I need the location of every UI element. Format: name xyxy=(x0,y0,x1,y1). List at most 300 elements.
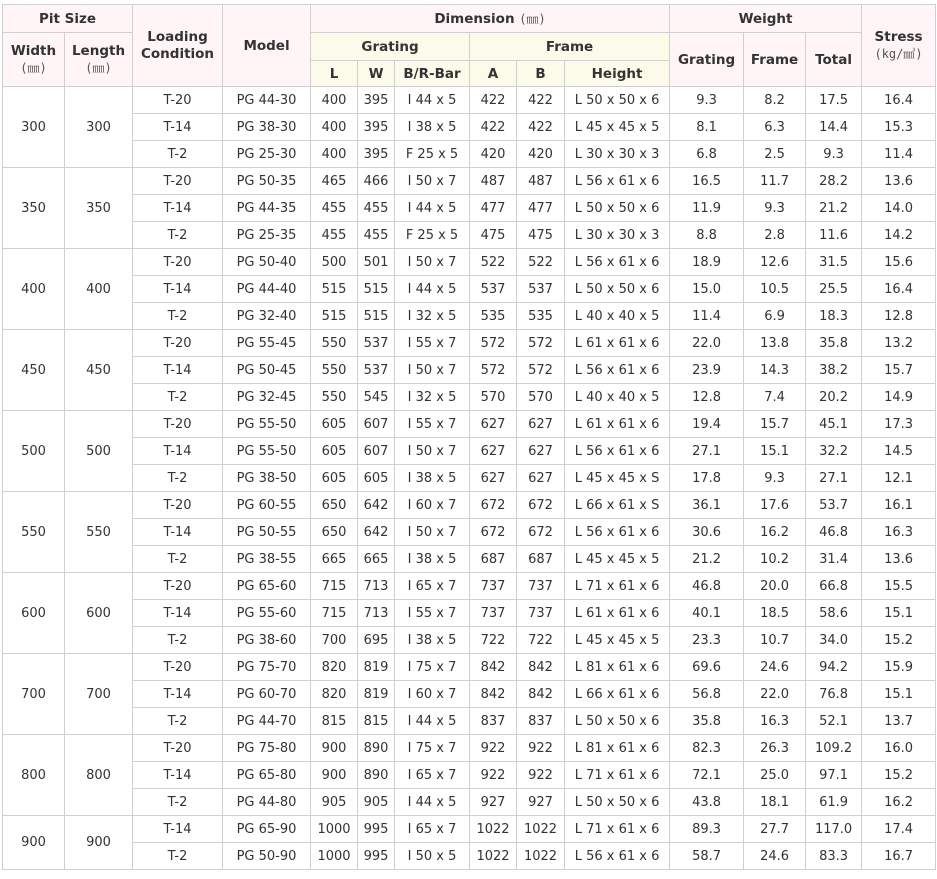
table-row xyxy=(3,600,936,627)
bbar-cell: I 50 x 7 xyxy=(395,519,470,546)
loading-cell: T-14 xyxy=(133,195,223,222)
l-cell: 500 xyxy=(311,249,358,276)
loading-cell: T-14 xyxy=(133,762,223,789)
loading-cell: T-20 xyxy=(133,573,223,600)
table-row xyxy=(3,195,936,222)
weight-frame-cell: 24.6 xyxy=(744,654,806,681)
a-cell: 842 xyxy=(470,654,517,681)
height-cell: L 45 x 45 x 5 xyxy=(565,627,670,654)
l-cell: 1000 xyxy=(311,816,358,843)
w-cell: 515 xyxy=(358,276,395,303)
pit-length-cell: 500 xyxy=(65,411,133,492)
l-header: L xyxy=(311,61,358,87)
weight-frame-cell: 27.7 xyxy=(744,816,806,843)
w-cell: 995 xyxy=(358,816,395,843)
w-cell: 890 xyxy=(358,762,395,789)
loading-cell: T-2 xyxy=(133,303,223,330)
bbar-cell: I 44 x 5 xyxy=(395,708,470,735)
a-cell: 1022 xyxy=(470,816,517,843)
height-cell: L 50 x 50 x 6 xyxy=(565,87,670,114)
weight-total-cell: 45.1 xyxy=(806,411,862,438)
table-row xyxy=(3,87,936,114)
weight-frame-header: Frame xyxy=(744,33,806,87)
model-cell: PG 50-55 xyxy=(223,519,311,546)
b-cell: 737 xyxy=(517,573,565,600)
height-cell: L 56 x 61 x 6 xyxy=(565,168,670,195)
w-cell: 642 xyxy=(358,492,395,519)
bbar-cell: I 65 x 7 xyxy=(395,573,470,600)
stress-cell: 16.4 xyxy=(862,87,936,114)
b-cell: 570 xyxy=(517,384,565,411)
weight-total-cell: 38.2 xyxy=(806,357,862,384)
loading-cell: T-2 xyxy=(133,465,223,492)
table-row xyxy=(3,114,936,141)
weight-total-cell: 61.9 xyxy=(806,789,862,816)
weight-total-cell: 31.5 xyxy=(806,249,862,276)
dimension-label: Dimension xyxy=(434,11,515,27)
weight-grating-cell: 56.8 xyxy=(670,681,744,708)
loading-cell: T-14 xyxy=(133,519,223,546)
model-cell: PG 65-60 xyxy=(223,573,311,600)
w-cell: 607 xyxy=(358,411,395,438)
w-cell: 605 xyxy=(358,465,395,492)
bbar-cell: I 38 x 5 xyxy=(395,627,470,654)
grating-header: Grating xyxy=(311,33,470,61)
weight-grating-cell: 82.3 xyxy=(670,735,744,762)
b-cell: 842 xyxy=(517,681,565,708)
pit-width-cell: 800 xyxy=(3,735,65,816)
b-cell: 572 xyxy=(517,357,565,384)
a-cell: 927 xyxy=(470,789,517,816)
table-row xyxy=(3,546,936,573)
table-row xyxy=(3,573,936,600)
l-cell: 605 xyxy=(311,465,358,492)
stress-cell: 16.2 xyxy=(862,789,936,816)
w-cell: 819 xyxy=(358,654,395,681)
a-cell: 722 xyxy=(470,627,517,654)
weight-frame-cell: 11.7 xyxy=(744,168,806,195)
a-cell: 572 xyxy=(470,330,517,357)
height-cell: L 56 x 61 x 6 xyxy=(565,357,670,384)
weight-frame-cell: 15.1 xyxy=(744,438,806,465)
weight-frame-cell: 9.3 xyxy=(744,465,806,492)
weight-total-cell: 34.0 xyxy=(806,627,862,654)
weight-grating-cell: 16.5 xyxy=(670,168,744,195)
bbar-cell: I 38 x 5 xyxy=(395,546,470,573)
bbar-cell: I 50 x 7 xyxy=(395,357,470,384)
width-unit: (㎜) xyxy=(20,61,47,75)
l-cell: 605 xyxy=(311,438,358,465)
table-row xyxy=(3,438,936,465)
weight-frame-cell: 6.3 xyxy=(744,114,806,141)
pit-width-cell: 500 xyxy=(3,411,65,492)
b-cell: 422 xyxy=(517,87,565,114)
dimension-header xyxy=(311,5,670,33)
weight-grating-cell: 69.6 xyxy=(670,654,744,681)
b-cell: 422 xyxy=(517,114,565,141)
a-cell: 420 xyxy=(470,141,517,168)
table-row xyxy=(3,492,936,519)
table-row xyxy=(3,411,936,438)
b-cell: 522 xyxy=(517,249,565,276)
a-cell: 422 xyxy=(470,114,517,141)
height-cell: L 56 x 61 x 6 xyxy=(565,438,670,465)
loading-cell: T-2 xyxy=(133,141,223,168)
height-cell: L 50 x 50 x 6 xyxy=(565,708,670,735)
bbar-cell: I 55 x 7 xyxy=(395,411,470,438)
table-row xyxy=(3,762,936,789)
weight-grating-cell: 9.3 xyxy=(670,87,744,114)
weight-frame-cell: 17.6 xyxy=(744,492,806,519)
model-cell: PG 38-50 xyxy=(223,465,311,492)
w-cell: 819 xyxy=(358,681,395,708)
bbar-cell: I 38 x 5 xyxy=(395,465,470,492)
table-row xyxy=(3,519,936,546)
loading-cell: T-14 xyxy=(133,681,223,708)
stress-cell: 12.1 xyxy=(862,465,936,492)
stress-cell: 11.4 xyxy=(862,141,936,168)
stress-cell: 16.3 xyxy=(862,519,936,546)
bbar-cell: I 44 x 5 xyxy=(395,789,470,816)
b-cell: 572 xyxy=(517,330,565,357)
height-cell: L 81 x 61 x 6 xyxy=(565,654,670,681)
a-cell: 672 xyxy=(470,519,517,546)
a-cell: 627 xyxy=(470,465,517,492)
l-cell: 400 xyxy=(311,114,358,141)
frame-header: Frame xyxy=(470,33,670,61)
stress-cell: 14.5 xyxy=(862,438,936,465)
l-cell: 465 xyxy=(311,168,358,195)
weight-total-cell: 66.8 xyxy=(806,573,862,600)
weight-total-cell: 18.3 xyxy=(806,303,862,330)
stress-cell: 15.3 xyxy=(862,114,936,141)
b-cell: 477 xyxy=(517,195,565,222)
pit-length-cell: 700 xyxy=(65,654,133,735)
loading-cell: T-14 xyxy=(133,114,223,141)
stress-cell: 17.4 xyxy=(862,816,936,843)
table-row xyxy=(3,249,936,276)
b-cell: 537 xyxy=(517,276,565,303)
loading-condition-header: Loading Condition xyxy=(133,5,223,87)
height-cell: L 61 x 61 x 6 xyxy=(565,600,670,627)
weight-grating-cell: 12.8 xyxy=(670,384,744,411)
weight-header: Weight xyxy=(670,5,862,33)
l-cell: 650 xyxy=(311,519,358,546)
model-cell: PG 75-70 xyxy=(223,654,311,681)
bbar-cell: I 38 x 5 xyxy=(395,114,470,141)
height-cell: L 56 x 61 x 6 xyxy=(565,249,670,276)
model-cell: PG 55-60 xyxy=(223,600,311,627)
model-cell: PG 25-35 xyxy=(223,222,311,249)
spec-table xyxy=(2,4,936,870)
w-cell: 395 xyxy=(358,141,395,168)
table-row xyxy=(3,681,936,708)
a-cell: 487 xyxy=(470,168,517,195)
w-cell: 537 xyxy=(358,330,395,357)
pit-size-header: Pit Size xyxy=(3,5,133,33)
b-cell: 1022 xyxy=(517,816,565,843)
w-cell: 395 xyxy=(358,87,395,114)
b-cell: 1022 xyxy=(517,843,565,870)
weight-frame-cell: 25.0 xyxy=(744,762,806,789)
stress-cell: 14.2 xyxy=(862,222,936,249)
loading-cell: T-2 xyxy=(133,546,223,573)
stress-cell: 13.6 xyxy=(862,546,936,573)
stress-cell: 15.6 xyxy=(862,249,936,276)
model-cell: PG 32-40 xyxy=(223,303,311,330)
a-cell: 1022 xyxy=(470,843,517,870)
a-cell: 922 xyxy=(470,735,517,762)
w-cell: 515 xyxy=(358,303,395,330)
l-cell: 815 xyxy=(311,708,358,735)
bbar-cell: I 44 x 5 xyxy=(395,87,470,114)
pit-width-cell: 900 xyxy=(3,816,65,870)
weight-frame-cell: 6.9 xyxy=(744,303,806,330)
bbar-cell: I 50 x 5 xyxy=(395,843,470,870)
table-row xyxy=(3,465,936,492)
model-cell: PG 65-80 xyxy=(223,762,311,789)
height-cell: L 71 x 61 x 6 xyxy=(565,573,670,600)
weight-frame-cell: 14.3 xyxy=(744,357,806,384)
dimension-unit: (㎜) xyxy=(519,12,546,26)
w-cell: 545 xyxy=(358,384,395,411)
loading-cell: T-20 xyxy=(133,87,223,114)
height-cell: L 50 x 50 x 6 xyxy=(565,195,670,222)
bbar-cell: I 50 x 7 xyxy=(395,438,470,465)
pit-length-cell: 600 xyxy=(65,573,133,654)
bbar-cell: I 65 x 7 xyxy=(395,816,470,843)
stress-cell: 16.0 xyxy=(862,735,936,762)
bbar-cell: I 60 x 7 xyxy=(395,492,470,519)
b-cell: 487 xyxy=(517,168,565,195)
weight-grating-cell: 23.3 xyxy=(670,627,744,654)
weight-grating-cell: 19.4 xyxy=(670,411,744,438)
model-cell: PG 44-80 xyxy=(223,789,311,816)
height-cell: L 50 x 50 x 6 xyxy=(565,276,670,303)
bbar-cell: I 75 x 7 xyxy=(395,654,470,681)
weight-frame-cell: 10.5 xyxy=(744,276,806,303)
weight-grating-cell: 11.4 xyxy=(670,303,744,330)
model-cell: PG 55-50 xyxy=(223,438,311,465)
table-row xyxy=(3,330,936,357)
w-cell: 713 xyxy=(358,600,395,627)
loading-cell: T-20 xyxy=(133,654,223,681)
w-cell: 466 xyxy=(358,168,395,195)
l-cell: 455 xyxy=(311,195,358,222)
l-cell: 515 xyxy=(311,276,358,303)
weight-grating-cell: 89.3 xyxy=(670,816,744,843)
b-cell: 627 xyxy=(517,411,565,438)
bbar-cell: I 75 x 7 xyxy=(395,735,470,762)
l-cell: 900 xyxy=(311,762,358,789)
loading-cell: T-2 xyxy=(133,708,223,735)
model-cell: PG 38-60 xyxy=(223,627,311,654)
height-cell: L 81 x 61 x 6 xyxy=(565,735,670,762)
model-cell: PG 38-55 xyxy=(223,546,311,573)
model-cell: PG 50-90 xyxy=(223,843,311,870)
weight-total-cell: 58.6 xyxy=(806,600,862,627)
model-cell: PG 44-35 xyxy=(223,195,311,222)
b-cell: 672 xyxy=(517,492,565,519)
model-cell: PG 38-30 xyxy=(223,114,311,141)
loading-cell: T-2 xyxy=(133,789,223,816)
length-header xyxy=(65,33,133,87)
table-row xyxy=(3,276,936,303)
stress-cell: 15.9 xyxy=(862,654,936,681)
a-cell: 477 xyxy=(470,195,517,222)
model-cell: PG 60-55 xyxy=(223,492,311,519)
model-cell: PG 75-80 xyxy=(223,735,311,762)
loading-cell: T-20 xyxy=(133,330,223,357)
loading-cell: T-20 xyxy=(133,168,223,195)
w-cell: 395 xyxy=(358,114,395,141)
width-header xyxy=(3,33,65,87)
l-cell: 1000 xyxy=(311,843,358,870)
b-cell: 475 xyxy=(517,222,565,249)
a-cell: 687 xyxy=(470,546,517,573)
l-cell: 900 xyxy=(311,735,358,762)
l-cell: 550 xyxy=(311,384,358,411)
bbar-cell: I 65 x 7 xyxy=(395,762,470,789)
bbar-cell: I 44 x 5 xyxy=(395,276,470,303)
w-cell: 713 xyxy=(358,573,395,600)
weight-grating-cell: 22.0 xyxy=(670,330,744,357)
pit-length-cell: 900 xyxy=(65,816,133,870)
length-unit: (㎜) xyxy=(85,61,112,75)
bbar-cell: I 32 x 5 xyxy=(395,303,470,330)
loading-cell: T-2 xyxy=(133,843,223,870)
stress-cell: 15.7 xyxy=(862,357,936,384)
weight-grating-cell: 36.1 xyxy=(670,492,744,519)
weight-frame-cell: 12.6 xyxy=(744,249,806,276)
stress-cell: 15.1 xyxy=(862,600,936,627)
table-row xyxy=(3,735,936,762)
loading-cell: T-14 xyxy=(133,816,223,843)
bbar-cell: I 50 x 7 xyxy=(395,168,470,195)
loading-cell: T-14 xyxy=(133,357,223,384)
height-cell: L 61 x 61 x 6 xyxy=(565,330,670,357)
table-row xyxy=(3,303,936,330)
weight-grating-cell: 46.8 xyxy=(670,573,744,600)
pit-length-cell: 450 xyxy=(65,330,133,411)
height-cell: L 66 x 61 x 6 xyxy=(565,681,670,708)
a-cell: 522 xyxy=(470,249,517,276)
loading-cell: T-2 xyxy=(133,222,223,249)
loading-cell: T-20 xyxy=(133,735,223,762)
l-cell: 605 xyxy=(311,411,358,438)
table-row xyxy=(3,654,936,681)
loading-cell: T-14 xyxy=(133,276,223,303)
pit-width-cell: 600 xyxy=(3,573,65,654)
a-header: A xyxy=(470,61,517,87)
weight-frame-cell: 8.2 xyxy=(744,87,806,114)
pit-length-cell: 300 xyxy=(65,87,133,168)
stress-cell: 14.9 xyxy=(862,384,936,411)
stress-cell: 16.1 xyxy=(862,492,936,519)
b-cell: 672 xyxy=(517,519,565,546)
stress-cell: 13.7 xyxy=(862,708,936,735)
model-header: Model xyxy=(223,5,311,87)
a-cell: 627 xyxy=(470,411,517,438)
bbar-cell: F 25 x 5 xyxy=(395,222,470,249)
l-cell: 820 xyxy=(311,654,358,681)
weight-grating-cell: 35.8 xyxy=(670,708,744,735)
l-cell: 515 xyxy=(311,303,358,330)
height-cell: L 56 x 61 x 6 xyxy=(565,519,670,546)
stress-cell: 15.2 xyxy=(862,762,936,789)
bbar-header: B/R-Bar xyxy=(395,61,470,87)
stress-cell: 17.3 xyxy=(862,411,936,438)
stress-header xyxy=(862,5,936,87)
a-cell: 570 xyxy=(470,384,517,411)
model-cell: PG 44-40 xyxy=(223,276,311,303)
b-cell: 627 xyxy=(517,465,565,492)
pit-width-cell: 300 xyxy=(3,87,65,168)
model-cell: PG 44-70 xyxy=(223,708,311,735)
weight-grating-cell: 21.2 xyxy=(670,546,744,573)
pit-width-cell: 400 xyxy=(3,249,65,330)
w-cell: 642 xyxy=(358,519,395,546)
weight-frame-cell: 15.7 xyxy=(744,411,806,438)
w-cell: 815 xyxy=(358,708,395,735)
table-row xyxy=(3,843,936,870)
weight-total-header: Total xyxy=(806,33,862,87)
weight-total-cell: 17.5 xyxy=(806,87,862,114)
bbar-cell: I 50 x 7 xyxy=(395,249,470,276)
weight-grating-cell: 27.1 xyxy=(670,438,744,465)
weight-grating-cell: 8.1 xyxy=(670,114,744,141)
stress-cell: 16.7 xyxy=(862,843,936,870)
weight-total-cell: 14.4 xyxy=(806,114,862,141)
weight-frame-cell: 16.3 xyxy=(744,708,806,735)
w-cell: 665 xyxy=(358,546,395,573)
weight-frame-cell: 7.4 xyxy=(744,384,806,411)
a-cell: 737 xyxy=(470,600,517,627)
stress-unit: (kg/㎟) xyxy=(874,47,923,61)
weight-frame-cell: 16.2 xyxy=(744,519,806,546)
bbar-cell: I 55 x 7 xyxy=(395,600,470,627)
height-cell: L 45 x 45 x 5 xyxy=(565,546,670,573)
weight-grating-cell: 58.7 xyxy=(670,843,744,870)
w-cell: 537 xyxy=(358,357,395,384)
weight-frame-cell: 9.3 xyxy=(744,195,806,222)
model-cell: PG 44-30 xyxy=(223,87,311,114)
pit-width-cell: 700 xyxy=(3,654,65,735)
height-cell: L 56 x 61 x 6 xyxy=(565,843,670,870)
weight-total-cell: 117.0 xyxy=(806,816,862,843)
model-cell: PG 55-45 xyxy=(223,330,311,357)
b-cell: 842 xyxy=(517,654,565,681)
weight-total-cell: 11.6 xyxy=(806,222,862,249)
w-cell: 455 xyxy=(358,195,395,222)
weight-frame-cell: 26.3 xyxy=(744,735,806,762)
w-cell: 455 xyxy=(358,222,395,249)
stress-cell: 15.5 xyxy=(862,573,936,600)
pit-length-cell: 400 xyxy=(65,249,133,330)
height-cell: L 30 x 30 x 3 xyxy=(565,141,670,168)
b-cell: 420 xyxy=(517,141,565,168)
b-cell: 535 xyxy=(517,303,565,330)
model-cell: PG 60-70 xyxy=(223,681,311,708)
weight-grating-header: Grating xyxy=(670,33,744,87)
width-label: Width xyxy=(10,43,57,59)
l-cell: 905 xyxy=(311,789,358,816)
a-cell: 422 xyxy=(470,87,517,114)
b-header: B xyxy=(517,61,565,87)
weight-total-cell: 109.2 xyxy=(806,735,862,762)
weight-grating-cell: 18.9 xyxy=(670,249,744,276)
loading-cell: T-14 xyxy=(133,438,223,465)
